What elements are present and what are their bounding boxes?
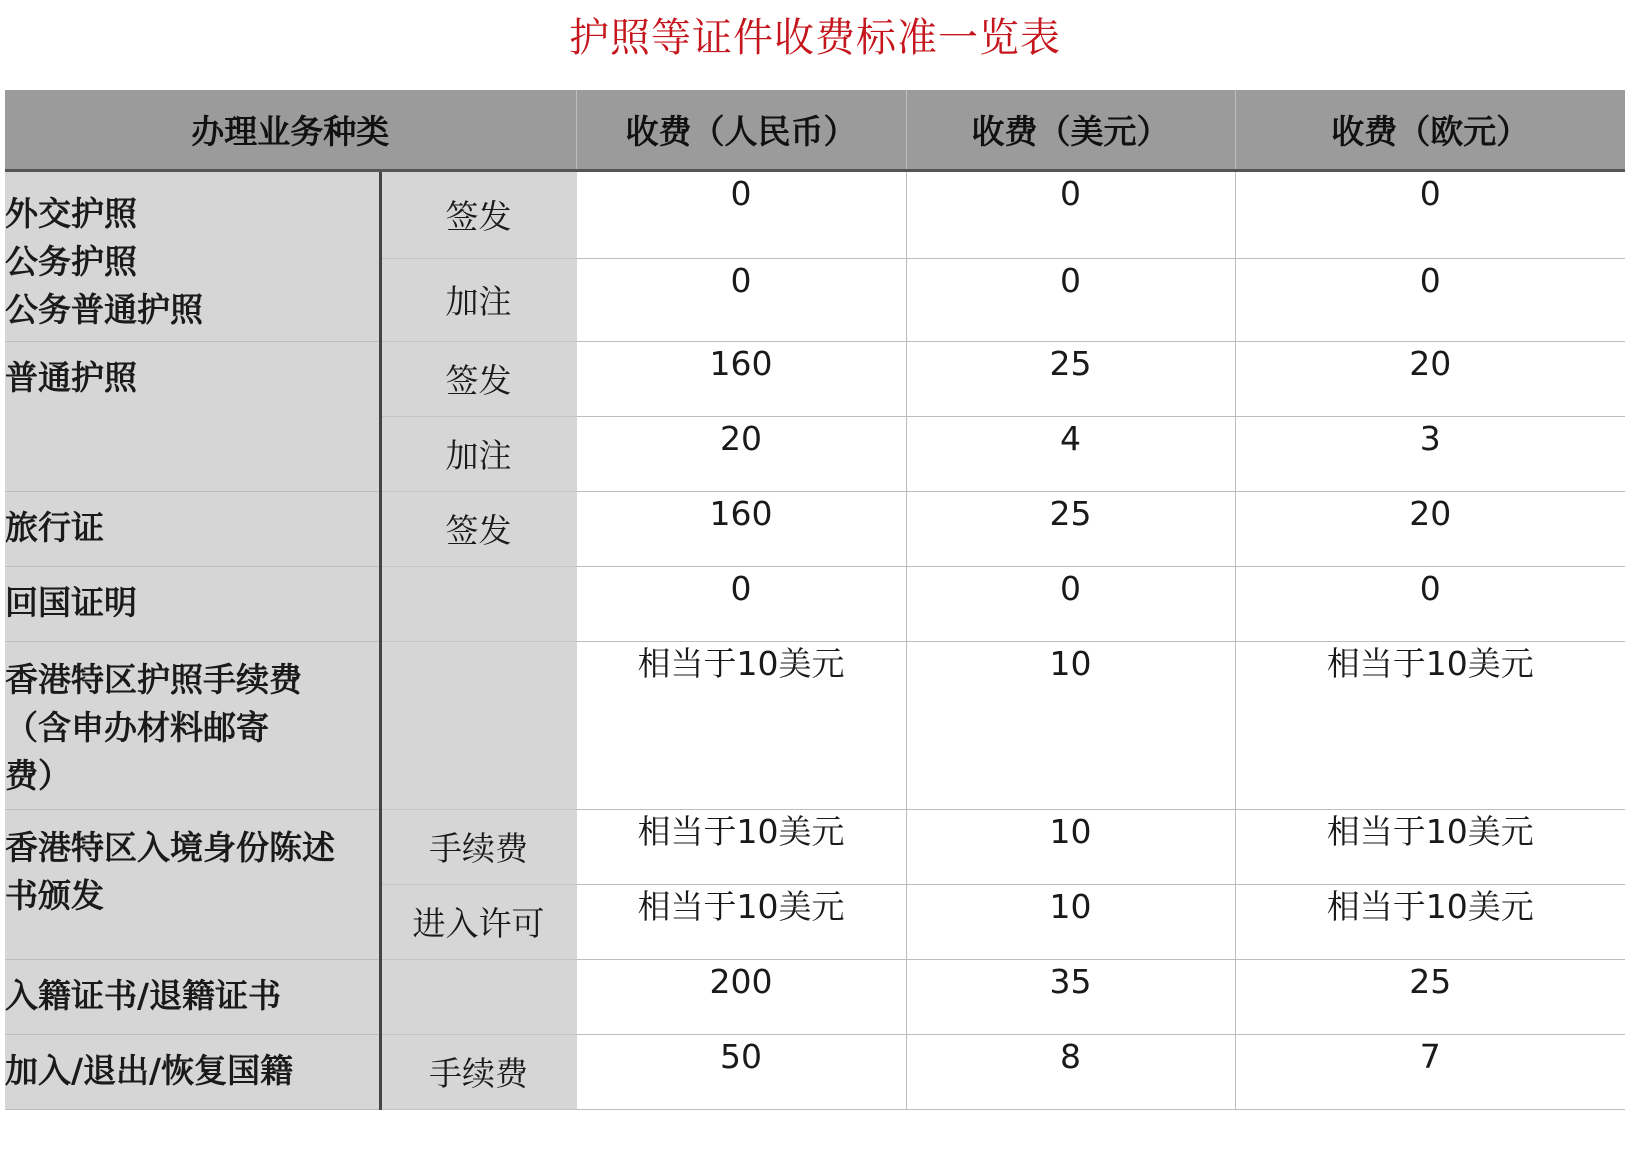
row-subtype: 加注 <box>380 258 576 341</box>
table-row <box>5 959 1625 1034</box>
fee-table <box>5 90 1625 1110</box>
header-category: 办理业务种类 <box>5 90 576 170</box>
row-subtype: 手续费 <box>380 1034 576 1109</box>
cell-usd: 4 <box>906 416 1235 491</box>
cell-rmb: 160 <box>576 341 906 416</box>
cell-rmb: 20 <box>576 416 906 491</box>
cell-eur: 20 <box>1235 341 1625 416</box>
cell-usd: 10 <box>906 641 1235 809</box>
row-subtype: 签发 <box>380 341 576 416</box>
row-category: 外交护照 公务护照 公务普通护照 <box>5 170 380 341</box>
row-category: 香港特区入境身份陈述 书颁发 <box>5 809 380 959</box>
header-usd: 收费（美元） <box>906 90 1235 170</box>
cell-usd: 35 <box>906 959 1235 1034</box>
row-subtype: 手续费 <box>380 809 576 884</box>
cell-rmb: 0 <box>576 258 906 341</box>
cell-usd: 25 <box>906 341 1235 416</box>
cell-usd: 0 <box>906 258 1235 341</box>
cell-usd: 10 <box>906 884 1235 959</box>
cell-eur: 3 <box>1235 416 1625 491</box>
cell-usd: 25 <box>906 491 1235 566</box>
row-subtype <box>380 641 576 809</box>
page-title: 护照等证件收费标准一览表 <box>569 15 1061 61</box>
cell-rmb: 相当于10美元 <box>576 884 906 959</box>
cell-eur: 0 <box>1235 170 1625 258</box>
header-eur: 收费（欧元） <box>1235 90 1625 170</box>
table-header-row <box>5 90 1625 170</box>
row-subtype: 进入许可 <box>380 884 576 959</box>
row-subtype: 签发 <box>380 491 576 566</box>
cell-rmb: 0 <box>576 170 906 258</box>
row-subtype: 加注 <box>380 416 576 491</box>
cell-eur: 25 <box>1235 959 1625 1034</box>
row-category: 旅行证 <box>5 491 380 566</box>
table-row <box>5 170 1625 258</box>
cell-usd: 10 <box>906 809 1235 884</box>
row-category: 回国证明 <box>5 566 380 641</box>
row-category: 香港特区护照手续费 （含申办材料邮寄 费） <box>5 641 380 809</box>
cell-rmb: 160 <box>576 491 906 566</box>
table-row <box>5 341 1625 416</box>
table-row <box>5 809 1625 884</box>
cell-rmb: 0 <box>576 566 906 641</box>
cell-rmb: 相当于10美元 <box>576 809 906 884</box>
row-subtype <box>380 959 576 1034</box>
table-row <box>5 641 1625 809</box>
row-category: 加入/退出/恢复国籍 <box>5 1034 380 1109</box>
cell-eur: 0 <box>1235 258 1625 341</box>
table-row <box>5 491 1625 566</box>
cell-rmb: 50 <box>576 1034 906 1109</box>
cell-eur: 相当于10美元 <box>1235 641 1625 809</box>
cell-usd: 0 <box>906 170 1235 258</box>
cell-rmb: 200 <box>576 959 906 1034</box>
cell-rmb: 相当于10美元 <box>576 641 906 809</box>
table-row <box>5 1034 1625 1109</box>
cell-usd: 8 <box>906 1034 1235 1109</box>
cell-eur: 7 <box>1235 1034 1625 1109</box>
cell-usd: 0 <box>906 566 1235 641</box>
table-row <box>5 566 1625 641</box>
cell-eur: 20 <box>1235 491 1625 566</box>
cell-eur: 相当于10美元 <box>1235 809 1625 884</box>
row-category: 普通护照 <box>5 341 380 491</box>
row-category: 入籍证书/退籍证书 <box>5 959 380 1034</box>
cell-eur: 0 <box>1235 566 1625 641</box>
row-subtype: 签发 <box>380 170 576 258</box>
header-rmb: 收费（人民币） <box>576 90 906 170</box>
row-subtype <box>380 566 576 641</box>
cell-eur: 相当于10美元 <box>1235 884 1625 959</box>
